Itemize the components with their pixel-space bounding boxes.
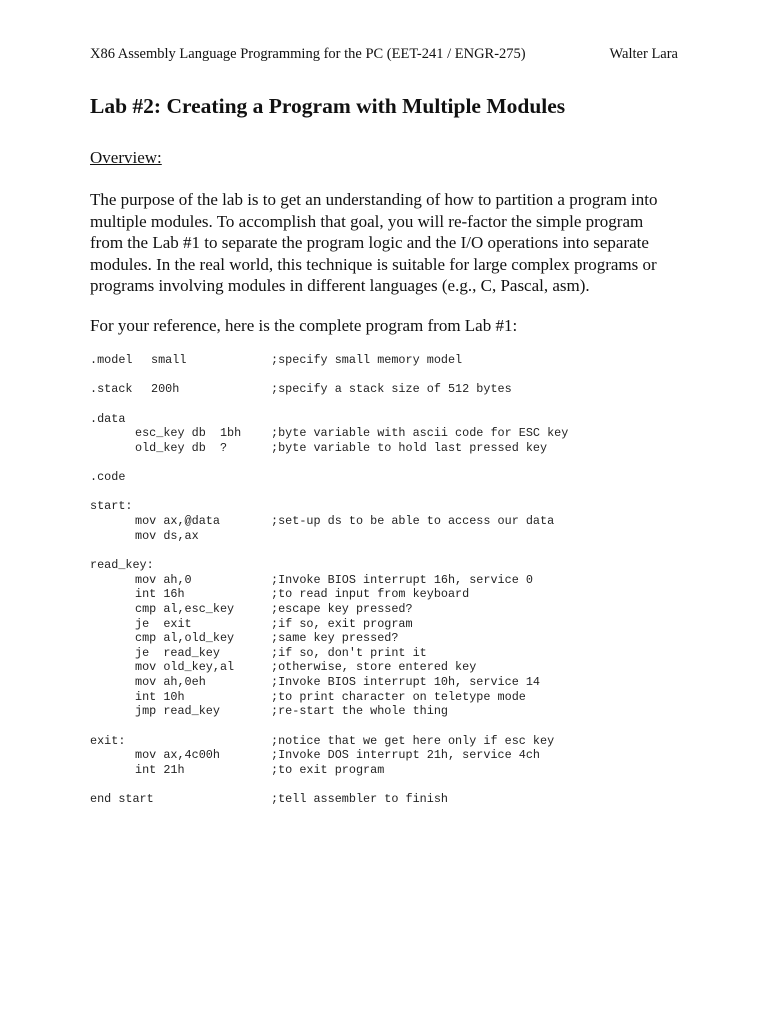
code-line — [90, 631, 399, 646]
code-comment: ;byte variable to hold last pressed key — [271, 440, 548, 455]
code-line — [90, 412, 132, 427]
code-line — [90, 426, 569, 441]
code-comment: ;same key pressed? — [271, 631, 399, 646]
blank-line — [90, 368, 132, 383]
code-statement: esc_key db 1bh — [135, 426, 242, 441]
code-listing — [90, 353, 569, 807]
blank-line — [90, 719, 132, 734]
code-comment: ;to print character on teletype mode — [271, 689, 526, 704]
lab-title: Lab #2: Creating a Program with Multiple Modules — [90, 94, 566, 118]
overview-heading: Overview: — [90, 148, 162, 167]
code-line — [90, 528, 199, 544]
reference-intro: For your reference, here is the complete program from Lab #1: — [90, 316, 518, 335]
code-comment: ;specify small memory model — [271, 353, 463, 367]
code-line — [90, 572, 533, 588]
code-statement: int 10h — [135, 689, 185, 704]
code-statement: mov ah,0eh — [135, 675, 206, 690]
code-label: exit: — [90, 733, 126, 748]
code-statement: mov ax,4c00h — [135, 748, 220, 763]
code-argument: 200h — [151, 382, 180, 397]
code-line — [90, 470, 132, 485]
code-label: start: — [90, 499, 133, 514]
code-comment: ;to exit program — [271, 762, 385, 777]
blank-line — [90, 485, 132, 500]
code-directive: .model — [90, 353, 133, 367]
code-line — [90, 616, 413, 632]
code-line — [90, 704, 448, 719]
code-comment: ;tell assembler to finish — [271, 792, 448, 807]
code-label: read_key: — [90, 557, 154, 572]
code-statement: mov ds,ax — [135, 528, 199, 543]
author-name: Walter Lara — [609, 46, 678, 62]
code-line — [90, 748, 541, 763]
code-line — [90, 733, 555, 749]
code-comment: ;re-start the whole thing — [271, 704, 448, 719]
code-line — [90, 499, 132, 514]
code-directive: .stack — [90, 382, 133, 397]
code-comment: ;notice that we get here only if esc key — [271, 733, 555, 748]
code-comment: ;set-up ds to be able to access our data — [271, 514, 555, 529]
code-comment: ;escape key pressed? — [271, 601, 413, 616]
code-line — [90, 557, 154, 573]
code-line — [90, 601, 413, 617]
code-statement: je exit — [135, 616, 192, 631]
overview-paragraph: The purpose of the lab is to get an understanding of how to partition a program into multiple modules. To accomplish that goal, you will re-factor the simple program from the Lab #1 to separate the program logic and the I/O operations into separate modules. In the real world, this technique is suitable for large complex programs or programs involving modules in different languages (e.g., C, Pascal, asm). — [90, 190, 658, 295]
blank-line — [90, 778, 132, 793]
blank-line — [90, 543, 132, 558]
code-statement: old_key db ? — [135, 440, 228, 455]
code-comment: ;Invoke BIOS interrupt 16h, service 0 — [271, 572, 533, 587]
code-statement: mov ax,@data — [135, 514, 220, 529]
code-line — [90, 660, 477, 675]
code-statement: end start — [90, 792, 154, 807]
course-title: X86 Assembly Language Programming for the PC (EET-241 / ENGR-275) — [90, 46, 526, 62]
code-comment: ;Invoke BIOS interrupt 10h, service 14 — [271, 675, 541, 690]
page-header — [90, 46, 678, 63]
code-statement: jmp read_key — [135, 704, 220, 719]
code-line — [90, 762, 385, 778]
code-line — [90, 514, 555, 529]
code-line — [90, 645, 427, 661]
code-statement: int 21h — [135, 762, 185, 777]
code-comment: ;to read input from keyboard — [271, 587, 470, 602]
code-statement: mov old_key,al — [135, 660, 235, 675]
code-directive: .data — [90, 411, 126, 426]
code-comment: ;otherwise, store entered key — [271, 660, 477, 675]
code-line — [90, 675, 541, 690]
code-argument: small — [151, 353, 187, 367]
code-comment: ;Invoke DOS interrupt 21h, service 4ch — [271, 748, 541, 763]
code-line — [90, 689, 526, 705]
code-statement: mov ah,0 — [135, 572, 192, 587]
code-comment: ;byte variable with ascii code for ESC key — [271, 426, 569, 441]
code-statement: cmp al,old_key — [135, 631, 235, 646]
code-comment: ;if so, don't print it — [271, 645, 427, 660]
code-line — [90, 353, 463, 368]
code-statement: int 16h — [135, 587, 185, 602]
code-statement: cmp al,esc_key — [135, 601, 235, 616]
code-line — [90, 587, 470, 602]
code-line — [90, 792, 448, 807]
blank-line — [90, 397, 132, 412]
code-line — [90, 440, 548, 456]
code-comment: ;if so, exit program — [271, 616, 413, 631]
code-statement: je read_key — [135, 645, 220, 660]
blank-line — [90, 455, 132, 470]
code-line — [90, 382, 512, 397]
code-directive: .code — [90, 470, 126, 485]
code-comment: ;specify a stack size of 512 bytes — [271, 382, 512, 397]
